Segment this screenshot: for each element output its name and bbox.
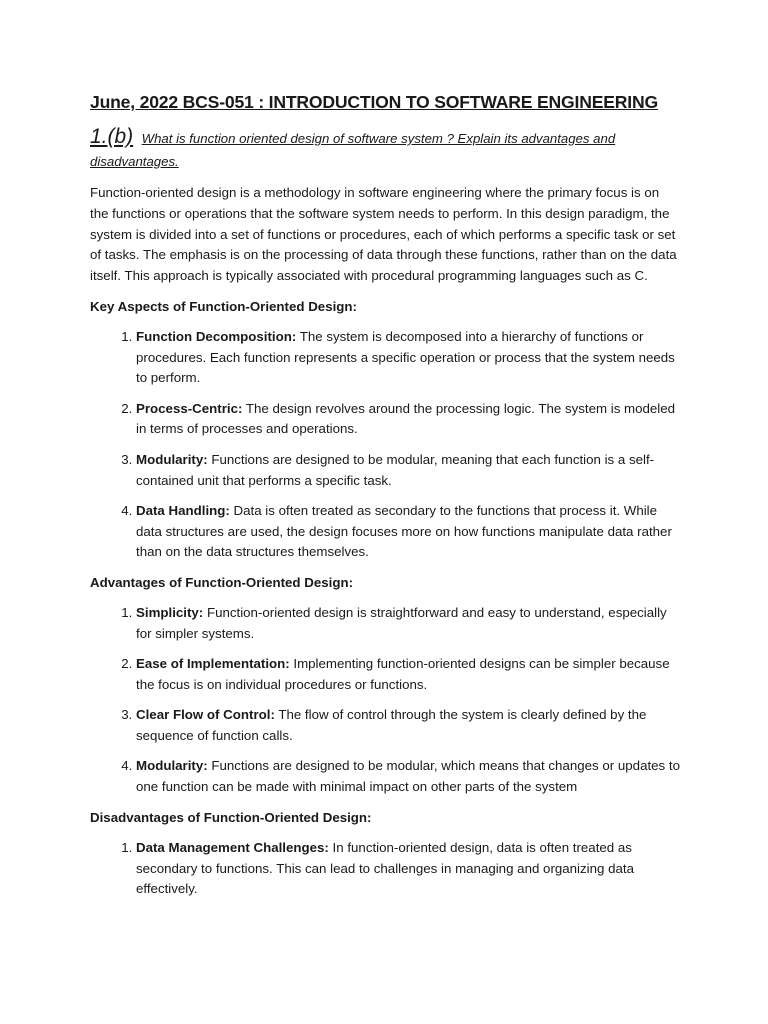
list-item — [136, 603, 680, 645]
disadvantages-list — [90, 838, 680, 900]
list-item — [136, 399, 680, 441]
item-term: Function Decomposition: — [136, 328, 297, 344]
key-aspects-list — [90, 327, 680, 563]
item-term: Simplicity: — [136, 605, 204, 621]
item-term: Data Management Challenges: — [136, 839, 329, 855]
item-term: Clear Flow of Control: — [136, 707, 275, 723]
item-text: The design revolves around the processing logic. The system is modeled in terms of processes and operations. — [136, 400, 676, 437]
item-term: Modularity: — [136, 451, 208, 467]
item-text: Data is often treated as secondary to the functions that process it. While data structures are used, the design focuses more on how functions manipulate data rather than on the data structures themselves. — [136, 502, 672, 560]
item-term: Process-Centric: — [136, 400, 243, 416]
advantages-list — [90, 603, 680, 798]
intro-paragraph: Function-oriented design is a methodology in software engineering where the primary focus is on the functions or operations that the software system needs to perform. In this design paradigm, the system is divided into a set of functions or procedures, each of which performs a specific task or set of tasks. The emphasis is on the processing of data through these functions, rather than on the data itself. This approach is typically associated with procedural programming languages such as C. — [90, 185, 677, 284]
list-item — [136, 838, 680, 900]
advantages-heading: Advantages of Function-Oriented Design: — [90, 575, 353, 591]
list-item — [136, 654, 680, 696]
item-term: Data Handling: — [136, 502, 230, 518]
list-item — [136, 450, 680, 492]
item-text: Functions are designed to be modular, meaning that each function is a self-contained unit that performs a specific task. — [136, 451, 655, 488]
item-term: Modularity: — [136, 758, 208, 774]
item-text: In function-oriented design, data is often treated as secondary to functions. This can lead to challenges in managing and organizing data effectively. — [136, 839, 634, 897]
item-text: The flow of control through the system is clearly defined by the sequence of function calls. — [136, 707, 647, 744]
list-item — [136, 756, 680, 798]
list-item — [136, 327, 680, 389]
key-aspects-heading: Key Aspects of Function-Oriented Design: — [90, 298, 357, 314]
item-term: Ease of Implementation: — [136, 656, 290, 672]
item-text: Function-oriented design is straightforward and easy to understand, especially for simpler systems. — [136, 605, 667, 641]
question — [90, 125, 680, 173]
item-text: Functions are designed to be modular, which means that changes or updates to one function can be made with minimal impact on other parts of the system — [136, 758, 680, 795]
item-text: The system is decomposed into a hierarchy of functions or procedures. Each function represents a specific operation or process that the system needs to perform. — [136, 328, 675, 386]
question-text: What is function oriented design of software system ? Explain its advantages and disadvantages. — [90, 131, 616, 169]
list-item — [136, 705, 680, 747]
item-text: Implementing function-oriented designs can be simpler because the focus is on individual procedures or functions. — [136, 656, 670, 692]
question-number: 1.(b) — [90, 125, 134, 148]
document-title: June, 2022 BCS-051 : INTRODUCTION TO SOFTWARE ENGINEERING — [90, 92, 658, 112]
disadvantages-heading: Disadvantages of Function-Oriented Design: — [90, 809, 372, 825]
list-item — [136, 501, 680, 563]
